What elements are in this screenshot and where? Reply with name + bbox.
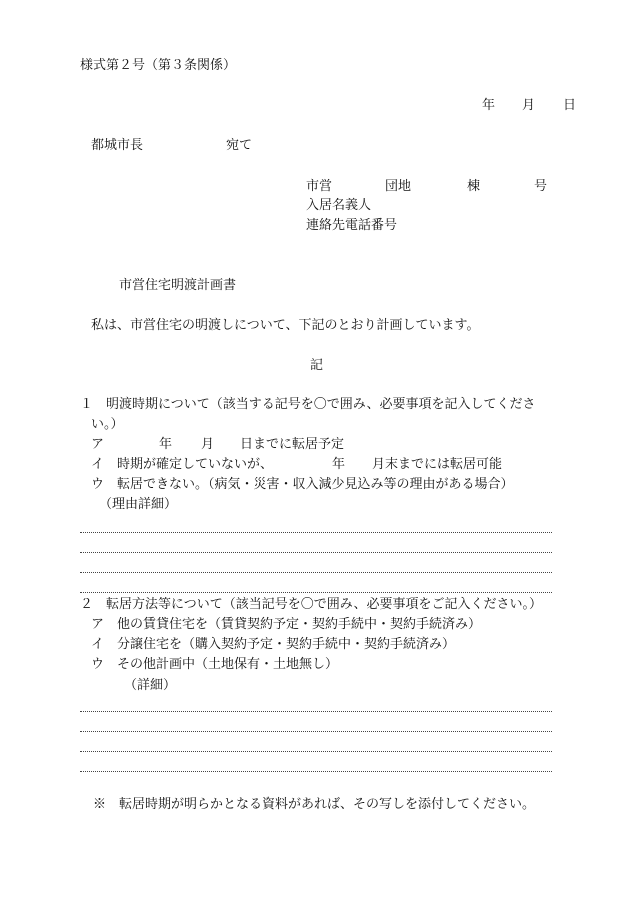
s1-write-line-2 — [80, 552, 552, 553]
intro-text: 私は、市営住宅の明渡しについて、下記のとおり計画しています。 — [91, 318, 480, 333]
section1-heading: １ 明渡時期について（該当する記号を〇で囲み、必要事項を記入してくださ — [80, 397, 536, 412]
label-building: 棟 — [467, 179, 481, 194]
s2-detail-label: （詳細） — [124, 678, 177, 693]
s2-option-a-text: 他の賃貸住宅を（賃貸契約予定・契約手続中・契約手続済み） — [117, 617, 482, 632]
s1-option-i-text2: 月末までには転居可能 — [372, 457, 503, 472]
s1-detail-label: （理由詳細） — [99, 497, 178, 512]
ki-heading: 記 — [310, 358, 324, 373]
s1-option-a-month: 月 — [201, 437, 215, 452]
s2-option-i-text: 分譲住宅を（購入契約予定・契約手続中・契約手続済み） — [117, 637, 456, 652]
s2-option-i-mark: イ — [91, 637, 105, 652]
s2-option-u-text: その他計画中（土地保有・土地無し） — [117, 657, 339, 672]
s2-option-a-mark: ア — [91, 617, 105, 632]
section1-heading-cont: い。） — [91, 417, 124, 432]
s2-option-u-mark: ウ — [91, 657, 105, 672]
label-room: 号 — [534, 179, 548, 194]
section2-heading: ２ 転居方法等について（該当記号を〇で囲み、必要事項をご記入ください。） — [80, 597, 543, 612]
date-year-label: 年 — [482, 98, 496, 113]
s1-option-u-mark: ウ — [91, 477, 105, 492]
s2-write-line-2 — [80, 731, 552, 732]
s1-option-i-text: 時期が確定していないが、 — [117, 457, 274, 472]
addressee-mayor: 都城市長 — [91, 138, 144, 153]
s1-option-i-mark: イ — [91, 457, 105, 472]
s1-option-a-mark: ア — [91, 437, 105, 452]
s1-option-i-year: 年 — [332, 457, 346, 472]
label-complex: 団地 — [385, 179, 412, 194]
attachment-note: ※ 転居時期が明らかとなる資料があれば、その写しを添付してください。 — [93, 797, 536, 812]
s1-option-a-year: 年 — [159, 437, 173, 452]
s2-write-line-3 — [80, 751, 552, 752]
s1-write-line-3 — [80, 572, 552, 573]
s2-write-line-1 — [80, 711, 552, 712]
addressee-honorific: 宛て — [226, 138, 253, 153]
s1-write-line-4 — [80, 592, 552, 593]
s1-option-u-text: 転居できない。（病気・災害・収入減少見込み等の理由がある場合） — [117, 477, 514, 492]
label-city-housing: 市営 — [306, 179, 333, 194]
document-title: 市営住宅明渡計画書 — [119, 278, 237, 293]
s1-write-line-1 — [80, 532, 552, 533]
form-number: 様式第２号（第３条関係） — [80, 58, 237, 73]
date-month-label: 月 — [522, 98, 536, 113]
label-phone: 連絡先電話番号 — [306, 218, 398, 233]
s2-write-line-4 — [80, 771, 552, 772]
date-day-label: 日 — [563, 98, 577, 113]
label-tenant-name: 入居名義人 — [306, 198, 372, 213]
s1-option-a-text: 日までに転居予定 — [240, 437, 345, 452]
